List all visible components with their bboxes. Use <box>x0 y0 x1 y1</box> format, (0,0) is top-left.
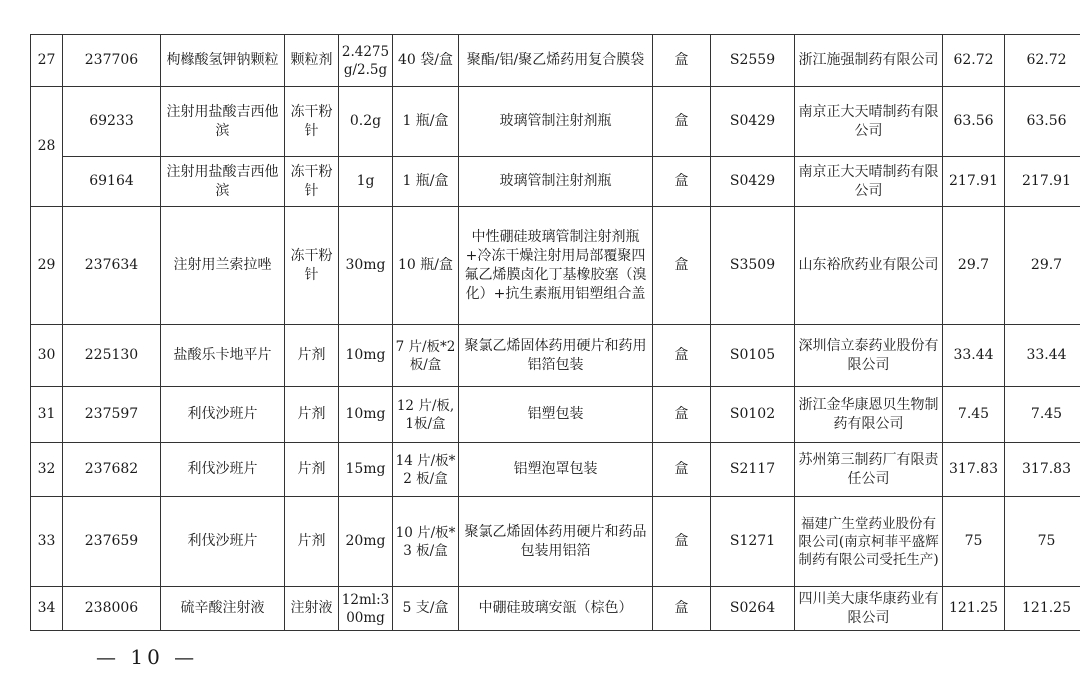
package-spec: 5 支/盒 <box>393 587 459 631</box>
drug-code: 237597 <box>63 387 161 443</box>
enterprise-code: S0429 <box>711 87 795 157</box>
price: 62.72 <box>943 35 1005 87</box>
company-name: 南京正大天晴制药有限公司 <box>795 157 943 207</box>
package-spec: 1 瓶/盒 <box>393 157 459 207</box>
price-2: 62.72 <box>1005 35 1080 87</box>
specification: 1g <box>339 157 393 207</box>
price-2: 29.7 <box>1005 207 1080 325</box>
dosage-form: 注射液 <box>285 587 339 631</box>
package-material: 中性硼硅玻璃管制注射剂瓶+冷冻干燥注射用局部覆聚四氟乙烯膜卤化丁基橡胶塞（溴化）+抗生素瓶用铝塑组合盖 <box>459 207 653 325</box>
drug-code: 69233 <box>63 87 161 157</box>
drug-price-table <box>30 34 1080 631</box>
specification: 10mg <box>339 325 393 387</box>
table-row <box>31 35 1080 87</box>
price: 7.45 <box>943 387 1005 443</box>
package-material: 中硼硅玻璃安瓿（棕色） <box>459 587 653 631</box>
package-material: 玻璃管制注射剂瓶 <box>459 87 653 157</box>
table-row <box>31 443 1080 497</box>
package-material: 聚酯/铝/聚乙烯药用复合膜袋 <box>459 35 653 87</box>
package-material: 玻璃管制注射剂瓶 <box>459 157 653 207</box>
price-2: 121.25 <box>1005 587 1080 631</box>
row-number: 28 <box>31 87 63 207</box>
table-row <box>31 387 1080 443</box>
price: 29.7 <box>943 207 1005 325</box>
enterprise-code: S0105 <box>711 325 795 387</box>
dosage-form: 片剂 <box>285 325 339 387</box>
price: 217.91 <box>943 157 1005 207</box>
package-spec: 10 片/板*3 板/盒 <box>393 497 459 587</box>
package-spec: 1 瓶/盒 <box>393 87 459 157</box>
table-row <box>31 207 1080 325</box>
specification: 30mg <box>339 207 393 325</box>
enterprise-code: S0264 <box>711 587 795 631</box>
table-row <box>31 587 1080 631</box>
drug-code: 238006 <box>63 587 161 631</box>
enterprise-code: S2117 <box>711 443 795 497</box>
specification: 20mg <box>339 497 393 587</box>
price-2: 317.83 <box>1005 443 1080 497</box>
company-name: 山东裕欣药业有限公司 <box>795 207 943 325</box>
drug-code: 69164 <box>63 157 161 207</box>
package-spec: 7 片/板*2板/盒 <box>393 325 459 387</box>
dosage-form: 冻干粉针 <box>285 87 339 157</box>
company-name: 南京正大天晴制药有限公司 <box>795 87 943 157</box>
price-2: 75 <box>1005 497 1080 587</box>
price-2: 63.56 <box>1005 87 1080 157</box>
package-material: 铝塑泡罩包装 <box>459 443 653 497</box>
min-unit: 盒 <box>653 587 711 631</box>
package-spec: 40 袋/盒 <box>393 35 459 87</box>
table-row <box>31 497 1080 587</box>
row-number: 31 <box>31 387 63 443</box>
company-name: 福建广生堂药业股份有限公司(南京柯菲平盛辉制药有限公司受托生产) <box>795 497 943 587</box>
package-spec: 12 片/板,1板/盒 <box>393 387 459 443</box>
drug-name: 注射用盐酸吉西他滨 <box>161 87 285 157</box>
enterprise-code: S1271 <box>711 497 795 587</box>
specification: 2.4275g/2.5g <box>339 35 393 87</box>
drug-name: 注射用兰索拉唑 <box>161 207 285 325</box>
min-unit: 盒 <box>653 325 711 387</box>
enterprise-code: S0429 <box>711 157 795 207</box>
drug-name: 枸橼酸氢钾钠颗粒 <box>161 35 285 87</box>
package-material: 聚氯乙烯固体药用硬片和药品包装用铝箔 <box>459 497 653 587</box>
row-number: 32 <box>31 443 63 497</box>
enterprise-code: S0102 <box>711 387 795 443</box>
min-unit: 盒 <box>653 443 711 497</box>
min-unit: 盒 <box>653 207 711 325</box>
drug-name: 利伐沙班片 <box>161 497 285 587</box>
table-row <box>31 87 1080 157</box>
min-unit: 盒 <box>653 157 711 207</box>
row-number: 33 <box>31 497 63 587</box>
drug-code: 225130 <box>63 325 161 387</box>
min-unit: 盒 <box>653 35 711 87</box>
specification: 0.2g <box>339 87 393 157</box>
table-row <box>31 325 1080 387</box>
enterprise-code: S3509 <box>711 207 795 325</box>
min-unit: 盒 <box>653 87 711 157</box>
drug-name: 利伐沙班片 <box>161 443 285 497</box>
price: 317.83 <box>943 443 1005 497</box>
drug-code: 237682 <box>63 443 161 497</box>
min-unit: 盒 <box>653 497 711 587</box>
specification: 15mg <box>339 443 393 497</box>
company-name: 深圳信立泰药业股份有限公司 <box>795 325 943 387</box>
package-spec: 10 瓶/盒 <box>393 207 459 325</box>
price: 75 <box>943 497 1005 587</box>
row-number: 34 <box>31 587 63 631</box>
dosage-form: 片剂 <box>285 443 339 497</box>
dosage-form: 冻干粉针 <box>285 157 339 207</box>
drug-name: 利伐沙班片 <box>161 387 285 443</box>
drug-code: 237634 <box>63 207 161 325</box>
drug-name: 硫辛酸注射液 <box>161 587 285 631</box>
price: 63.56 <box>943 87 1005 157</box>
drug-name: 注射用盐酸吉西他滨 <box>161 157 285 207</box>
specification: 10mg <box>339 387 393 443</box>
row-number: 30 <box>31 325 63 387</box>
package-spec: 14 片/板*2 板/盒 <box>393 443 459 497</box>
package-material: 聚氯乙烯固体药用硬片和药用铝箔包装 <box>459 325 653 387</box>
row-number: 27 <box>31 35 63 87</box>
price-2: 33.44 <box>1005 325 1080 387</box>
package-material: 铝塑包装 <box>459 387 653 443</box>
dosage-form: 冻干粉针 <box>285 207 339 325</box>
page-number: — 10 — <box>96 645 199 669</box>
drug-code: 237706 <box>63 35 161 87</box>
min-unit: 盒 <box>653 387 711 443</box>
price: 121.25 <box>943 587 1005 631</box>
company-name: 浙江金华康恩贝生物制药有限公司 <box>795 387 943 443</box>
specification: 12ml:300mg <box>339 587 393 631</box>
price-2: 217.91 <box>1005 157 1080 207</box>
dosage-form: 颗粒剂 <box>285 35 339 87</box>
dosage-form: 片剂 <box>285 387 339 443</box>
price-2: 7.45 <box>1005 387 1080 443</box>
company-name: 苏州第三制药厂有限责任公司 <box>795 443 943 497</box>
enterprise-code: S2559 <box>711 35 795 87</box>
drug-name: 盐酸乐卡地平片 <box>161 325 285 387</box>
dosage-form: 片剂 <box>285 497 339 587</box>
price: 33.44 <box>943 325 1005 387</box>
company-name: 浙江施强制药有限公司 <box>795 35 943 87</box>
table-row <box>31 157 1080 207</box>
company-name: 四川美大康华康药业有限公司 <box>795 587 943 631</box>
row-number: 29 <box>31 207 63 325</box>
drug-code: 237659 <box>63 497 161 587</box>
